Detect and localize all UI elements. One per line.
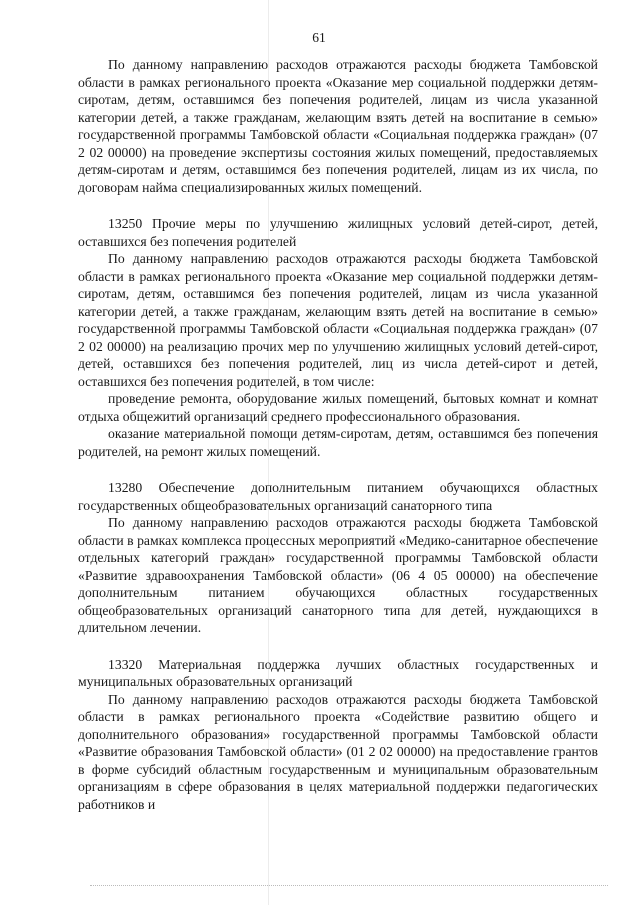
body-paragraph: По данному направлению расходов отражаются расходы бюджета Тамбовской области в рамках регионального проекта «Содействие развитию общего и дополнительного образования» государственной программы Тамбовской области «Развитие образования Тамбовской области» (01 2 02 00000) на предоставление грантов в форме субсидий областным государственным и муниципальным образовательным организациям в сфере образования в целях материальной поддержки педагогических работников и: [78, 691, 598, 812]
section-gap: [78, 196, 598, 215]
section-heading: 13320 Материальная поддержка лучших областных государственных и муниципальных образовательных организаций: [78, 656, 598, 689]
body-paragraph: По данному направлению расходов отражаются расходы бюджета Тамбовской области в рамках регионального проекта «Оказание мер социальной поддержки детям-сиротам, детям, оставшимся без попечения родителей, лицам из числа указанной категории детей, а также гражданам, желающим взять детей на воспитание в семью» государственной программы Тамбовской области «Социальная поддержка граждан» (07 2 02 00000) на проведение экспертизы состояния жилых помещений, предоставляемых детям-сиротам и детям, оставшимся без попечения родителей, лицам из их числа, по договорам найма специализированных жилых помещений.: [78, 57, 598, 195]
section-gap: [78, 460, 598, 479]
body-paragraph: По данному направлению расходов отражаются расходы бюджета Тамбовской области в рамках комплекса процессных мероприятий «Медико-санитарное обеспечение отдельных категорий граждан» государственной программы Тамбовской области «Развитие здравоохранения Тамбовской области» (06 4 05 00000) на обеспечение дополнительным питанием обучающихся областных государственных общеобразовательных организаций санаторного типа для детей, нуждающихся в длительном лечении.: [78, 515, 598, 635]
page-number: 61: [312, 30, 326, 45]
scan-bottom-edge: [90, 885, 608, 886]
body-paragraph: оказание материальной помощи детям-сиротам, детям, оставшимся без попечения родителей, на ремонт жилых помещений.: [78, 426, 598, 459]
section-gap: [78, 637, 598, 656]
body-paragraph: проведение ремонта, оборудование жилых помещений, бытовых комнат и комнат отдыха общежитий организаций среднего профессионального образования.: [78, 391, 598, 424]
body-paragraph: По данному направлению расходов отражаются расходы бюджета Тамбовской области в рамках регионального проекта «Оказание мер социальной поддержки детям-сиротам, детям, оставшимся без попечения родителей, лицам из числа указанной категории детей, а также гражданам, желающим взять детей на воспитание в семью» государственной программы Тамбовской области «Социальная поддержка граждан» (07 2 02 00000) на реализацию прочих мер по улучшению жилищных условий детей-сирот, детей, оставшихся без попечения родителей, лиц из числа детей-сирот и детей, оставшихся без попечения родителей, в том числе:: [78, 251, 598, 389]
section-heading: 13250 Прочие меры по улучшению жилищных условий детей-сирот, детей, оставшихся без попечения родителей: [78, 216, 598, 249]
document-body: [78, 56, 598, 813]
section-heading: 13280 Обеспечение дополнительным питанием обучающихся областных государственных общеобразовательных организаций санаторного типа: [78, 480, 598, 513]
